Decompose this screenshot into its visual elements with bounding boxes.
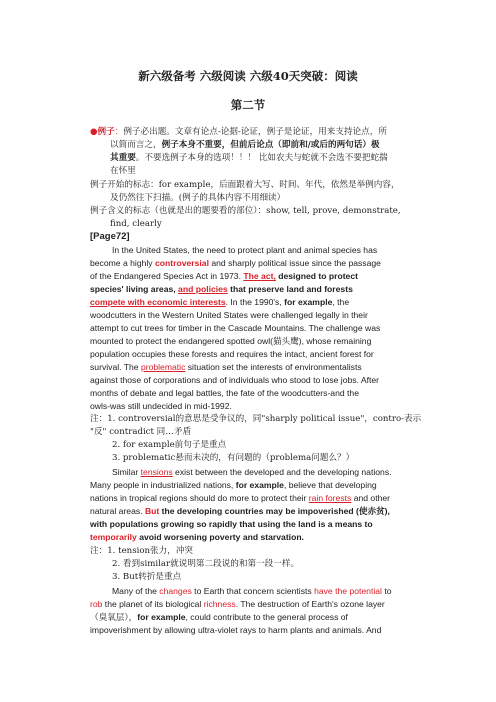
marker-line-2: 及仍然往下扫描。(例子的具体内容不用细读） [110,193,286,203]
intro-line-1: ●例子：例子必出题。文章有论点-论据-论证，例子是论证，用来支持论点，所 [90,127,387,137]
marker-line-3: 例子含义的标志（也就是出的题要看的部位）：show, tell, prove, demonstrate, [90,206,401,216]
p1-line: months of debate and legal battles, the fate of the woodcutters-and the [90,388,359,398]
p2-line: Similar tensions exist between the developed and the developing nations. [112,467,392,477]
p2-line: natural areas. But the developing countries may be impoverished (使赤贫), [90,506,390,516]
p3-line: rob the planet of its biological richness. The destruction of Earth's ozone layer [90,599,385,609]
p3-line: Many of the changes to Earth that concern scientists have the potential to [112,586,392,596]
p1-line: population occupies these forests and requires the intact, ancient forest for [90,349,374,359]
p2-line: temporarily avoid worsening poverty and starvation. [90,532,304,542]
p1-line: owls-was still undecided in mid-1992. [90,401,232,411]
page-reference: [Page72] [90,231,130,242]
p1-line: survival. The problematic situation set the interests of environmentalists [90,362,362,372]
intro-line-4: 在怀里 [110,166,136,176]
p2-line: Many people in industrialized nations, for example, believe that developing [90,480,377,490]
p3-line: （臭氧层），for example, could contribute to the general process of [90,612,348,622]
note1-line: 3. problematic悬而未决的，有问题的（problema问题么？） [112,453,355,463]
marker-line-4: find, clearly [110,219,162,229]
p1-line: of the Endangered Species Act in 1973. The act, designed to protect [90,271,358,281]
p2-line: with populations growing so rapidly that using the land is a means to [90,519,373,529]
note1-line: 注：1. controversial的意思是受争议的，同"sharply political issue"，contro-表示 [90,414,422,424]
intro-line-3: 其重要。不要选例子本身的选项！！！ 比如农夫与蛇就不会选不要把蛇揣 [110,153,388,163]
note1-line: "反" contradict 同…矛盾 [90,427,192,437]
p1-line: In the United States, the need to protect plant and animal species has [112,245,378,255]
section-heading: 第二节 [230,98,266,112]
p2-line: nations in tropical regions should do more to protect their rain forests and other [90,493,391,503]
intro-line-2: 以简而言之，例子本身不重要，但前后论点（即前和/或后的两句话）极 [110,140,380,150]
p1-line: woodcutters in the Western United States were challenged legally in their [90,310,368,320]
p1-line: compete with economic interests. In the 1990's, for example, the [90,297,350,307]
page-title: 新六级备考 六级阅读 六级40天突破：阅读 [138,69,358,83]
note2-line: 2. 看到similar就说明第二段说的和第一段一样。 [112,559,300,569]
marker-line-1: 例子开始的标志：for example，后面跟着大写、时间、年代，依然是举例内容， [90,180,400,190]
p1-line: against those of corporations and of individuals who stood to lose jobs. After [90,375,380,385]
note2-line: 3. But转折是重点 [112,572,182,582]
p1-line: mounted to protect the endangered spotted owl(猫头鹰), whose remaining [90,336,372,346]
p3-line: impoverishment by allowing ultra-violet rays to harm plants and animals. And [90,625,382,635]
p1-line: attempt to cut trees for timber in the Cascade Mountains. The challenge was [90,323,381,333]
p1-line: species' living areas, and policies that preserve land and forests [90,284,353,294]
p1-line: become a highly controversial and sharply political issue since the passage [90,258,381,268]
note2-line: 注：1. tension张力，冲突 [90,546,194,556]
note1-line: 2. for example前句子是重点 [112,440,227,450]
intro-label: 例子 [97,127,115,137]
bullet-icon: ● [90,127,98,137]
